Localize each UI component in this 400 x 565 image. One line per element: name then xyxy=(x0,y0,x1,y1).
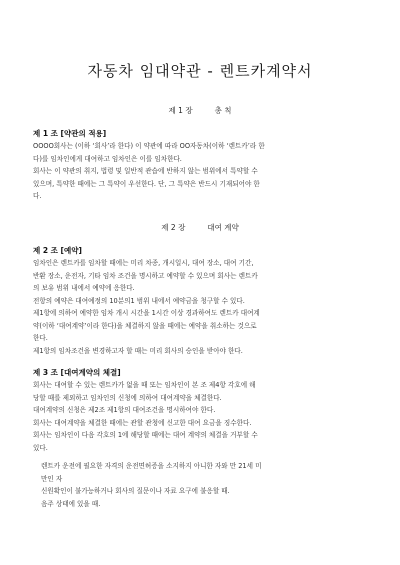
article-1-line: 다)를 임차인에게 대여하고 임차인은 이를 임차한다. xyxy=(33,154,182,163)
article-3-items xyxy=(41,460,341,510)
article-2-line: 제1항에 의하여 예약한 임차 개시 시간을 1시간 이상 경과하여도 렌트카 대여계 xyxy=(33,309,260,317)
chapter-2-name: 대여 계약 xyxy=(207,223,239,232)
article-2-line: 전항의 예약은 대여예정의 10분의1 범위 내에서 예약금을 청구할 수 있다. xyxy=(33,296,245,305)
article-2-line: 반환 장소, 운전자, 기타 임차 조건을 명시하고 예약할 수 있으며 회사는 렌트카 xyxy=(33,271,258,280)
chapter-2-heading xyxy=(0,222,400,233)
article-3-line: 회사는 임차인이 다음 각호의 1에 해당할 때에는 대여 계약의 체결을 거부할 수 xyxy=(33,431,258,439)
article-1-line: 회사는 이 약관의 취지, 법령 및 일반적 관습에 반하지 않는 범위에서 특약할 수 xyxy=(33,167,258,175)
article-3-line: 있다. xyxy=(33,443,48,452)
article-2-line: 약(이하 ‘대여계약’이라 한다)을 체결하지 않을 때에는 예약을 취소하는 것으로 xyxy=(33,321,257,330)
article-3-item-line: 렌트카 운전에 필요한 자격의 운전면허증을 소지하지 아니한 자와 만 21세 미 xyxy=(41,462,262,470)
chapter-1-heading xyxy=(0,105,400,116)
article-3-item-line: 만인 자 xyxy=(41,474,63,483)
article-3-item-line: 신원확인이 불가능하거나 회사의 질문이나 자료 요구에 불응할 때. xyxy=(41,487,230,495)
article-1-heading: 제 1 조 [약관의 적용] xyxy=(33,129,107,138)
article-3-heading: 제 3 조 [대여계약의 체결] xyxy=(33,368,121,377)
article-3-body xyxy=(33,379,373,454)
article-2-line: 제1항의 임차조건을 변경하고자 할 때는 미리 회사의 승인을 받아야 한다. xyxy=(33,346,243,355)
chapter-1-name: 총 칙 xyxy=(214,106,232,115)
article-3-line: 당할 때를 제외하고 임차인의 신청에 의하여 대여계약을 체결한다. xyxy=(33,393,222,402)
article-2-line: 의 보유 범위 내에서 예약에 응한다. xyxy=(33,284,135,292)
article-1-body xyxy=(33,140,373,203)
article-1-line: 있으며, 특약한 때에는 그 특약이 우선한다. 단, 그 특약은 반드시 기재되어야 한 xyxy=(33,179,260,188)
article-2-line: 임차인은 렌트카를 임차할 때에는 미리 차종, 개시일시, 대여 장소, 대여 기간, xyxy=(33,259,254,267)
chapter-2-number: 제 2 장 xyxy=(161,223,186,232)
document-title: 자동차 임대약관 - 렌트카계약서 xyxy=(87,62,313,80)
article-3-line: 회사는 대여할 수 있는 렌트카가 없을 때 또는 임차인이 본 조 제4항 각호에 해 xyxy=(33,381,256,389)
article-2-heading: 제 2 조 [예약] xyxy=(33,246,82,255)
article-3-item-line: 음주 상태에 있을 때. xyxy=(41,499,101,508)
article-2-body xyxy=(33,257,373,357)
chapter-1-number: 제 1 장 xyxy=(168,106,193,115)
article-1-line: OOOO회사는 (이하 ‘회사’라 한다) 이 약관에 따라 OO자동차(이하 ‘렌트카’라 한 xyxy=(33,142,265,150)
article-3-line: 회사는 대여계약을 체결한 때에는 관할 관청에 신고한 대여 요금을 징수한다. xyxy=(33,418,252,427)
article-2-line: 한다. xyxy=(33,334,48,342)
article-1-line: 다. xyxy=(33,192,42,200)
article-3-line: 대여계약의 신청은 제2조 제1항의 대여조건을 명시하여야 한다. xyxy=(33,406,216,414)
